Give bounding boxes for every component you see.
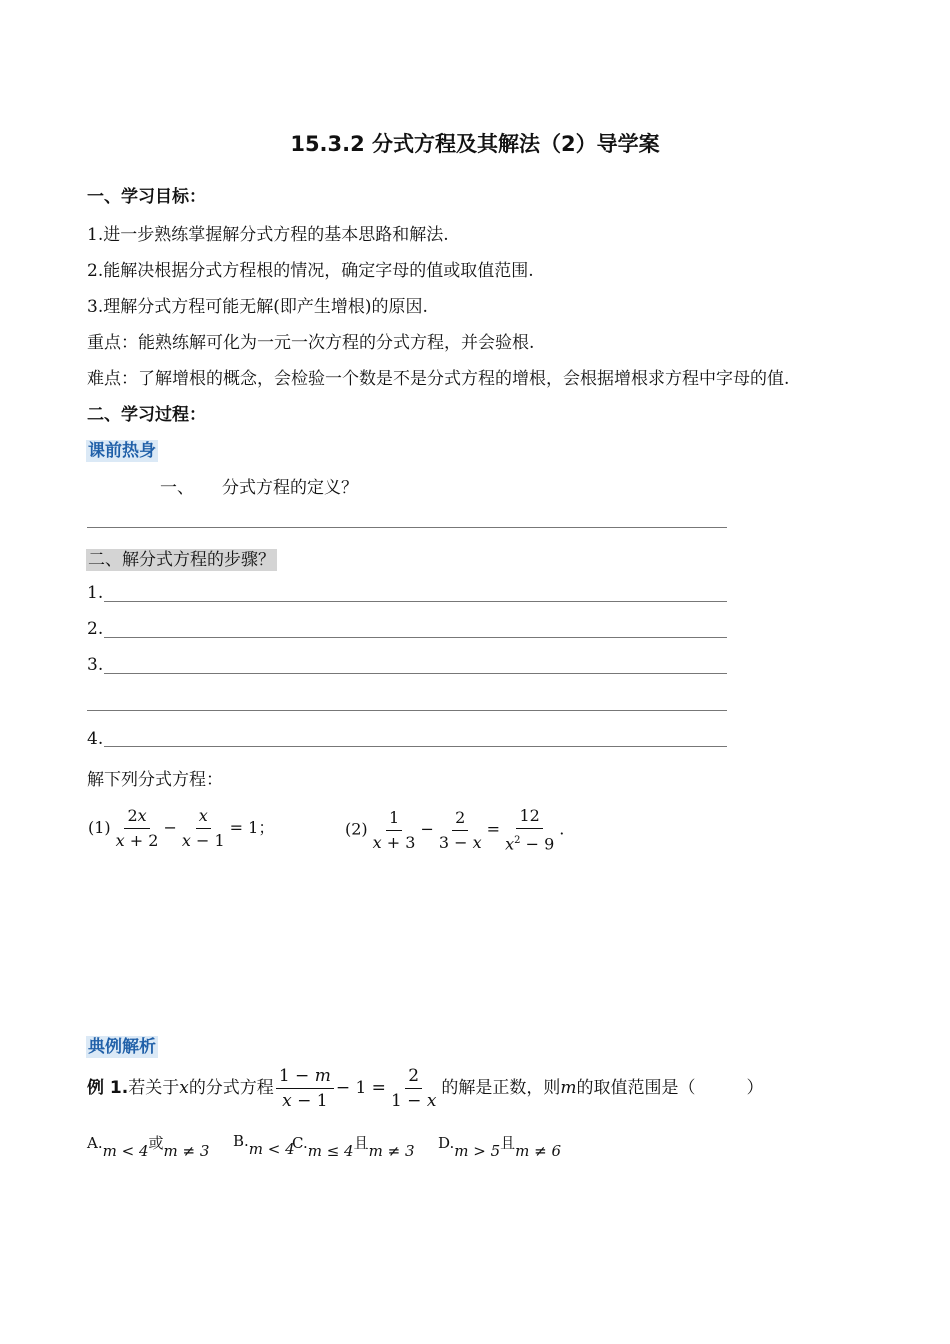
example-1-text-b: 的分式方程 (188, 1078, 274, 1098)
question-2 (86, 545, 277, 570)
equation-2: (2) $\frac{1}{x + 3}$ − $\frac{2}{3 - x}$ = $\frac{12}{x^2 - 9}$ . (345, 806, 565, 854)
examples-label-text: 典例解析 (88, 1037, 156, 1057)
question-1-text: 分式方程的定义？ (222, 478, 358, 498)
choice-b-label: B. (233, 1132, 249, 1150)
step-4-line (104, 746, 727, 747)
goal-2: 2.能解决根据分式方程根的情况，确定字母的值或取值范围. (87, 261, 534, 281)
step-3-line (104, 673, 727, 674)
fraction: $\frac{1}{x + 3}$ (372, 807, 416, 852)
answer-line-1 (87, 527, 727, 528)
example-1: 例 1.若关于x的分式方程 $\frac{1 - m}{x - 1}$ − 1 = $\frac{2}{1 - x}$ 的解是正数，则m的取值范围是（ ） (87, 1066, 764, 1111)
difficulty: 难点：了解增根的概念，会检验一个数是不是分式方程的增根，会根据增根求方程中字母的值. (87, 369, 790, 389)
choice-a-label: A. (87, 1134, 103, 1152)
step-1-line (104, 601, 727, 602)
choice-c-condition-1: m ≤ 4 (307, 1142, 354, 1160)
step-3-line-extra (87, 710, 727, 711)
question-1-number: 一、 (160, 478, 194, 498)
key-point: 重点：能熟练解可化为一元一次方程的分式方程，并会验根. (87, 333, 535, 353)
choice-a-condition-1: m < 4 (102, 1142, 149, 1160)
fraction: $\frac{12}{x^2 - 9}$ (505, 806, 555, 854)
fraction: $\frac{2}{3 - x}$ (438, 807, 482, 852)
step-3-label: 3. (87, 655, 104, 675)
choice-c-label: C. (292, 1134, 308, 1152)
step-4-label: 4. (87, 729, 104, 749)
section-heading-process: 二、学习过程： (87, 405, 206, 425)
example-1-label: 例 1. (87, 1078, 129, 1098)
step-1-label: 1. (87, 583, 104, 603)
choice-d (438, 1132, 562, 1160)
equation-1: (1) $\frac{2x}{x + 2}$ − $\frac{x}{x - 1}$ = 1； (88, 806, 275, 850)
choice-d-label: D. (438, 1134, 455, 1152)
fraction: $\frac{x}{x - 1}$ (181, 806, 225, 850)
fraction: $\frac{2}{1 - x}$ (390, 1066, 437, 1111)
goal-3: 3.理解分式方程可能无解(即产生增根)的原因. (87, 297, 428, 317)
choice-b (233, 1132, 295, 1158)
examples-label (86, 1032, 158, 1057)
choice-a-conjunction: 或 (148, 1134, 164, 1152)
choice-a (87, 1132, 210, 1160)
variable-x: x (179, 1078, 189, 1098)
warmup-label-text: 课前热身 (88, 441, 156, 461)
example-1-text-d: 的取值范围是（ ） (576, 1078, 764, 1098)
warmup-label (86, 436, 158, 461)
fraction: $\frac{2x}{x + 2}$ (115, 806, 159, 850)
choice-d-conjunction: 且 (500, 1134, 516, 1152)
goal-1: 1.进一步熟练掌握解分式方程的基本思路和解法. (87, 225, 449, 245)
page-title: 15.3.2 分式方程及其解法（2）导学案 (290, 132, 660, 156)
choice-d-condition-1: m > 5 (454, 1142, 501, 1160)
equation-1-label: (1) (88, 818, 111, 837)
example-1-text-a: 若关于 (128, 1078, 180, 1098)
choice-c-condition-2: m ≠ 3 (368, 1142, 415, 1160)
choice-a-condition-2: m ≠ 3 (163, 1142, 210, 1160)
step-2-label: 2. (87, 619, 104, 639)
variable-m: m (560, 1078, 577, 1098)
choice-d-condition-2: m ≠ 6 (515, 1142, 562, 1160)
fraction: $\frac{1 - m}{x - 1}$ (276, 1066, 334, 1111)
solve-prompt: 解下列分式方程： (87, 770, 223, 790)
question-2-text: 二、解分式方程的步骤？ (88, 550, 275, 570)
choice-b-condition: m < 4 (248, 1140, 295, 1158)
equation-2-label: (2) (345, 819, 368, 839)
example-1-text-c: 的解是正数，则 (441, 1078, 561, 1098)
step-2-line (104, 637, 727, 638)
choice-c (292, 1132, 415, 1160)
section-heading-goals: 一、学习目标： (87, 187, 206, 207)
choice-c-conjunction: 且 (353, 1134, 369, 1152)
